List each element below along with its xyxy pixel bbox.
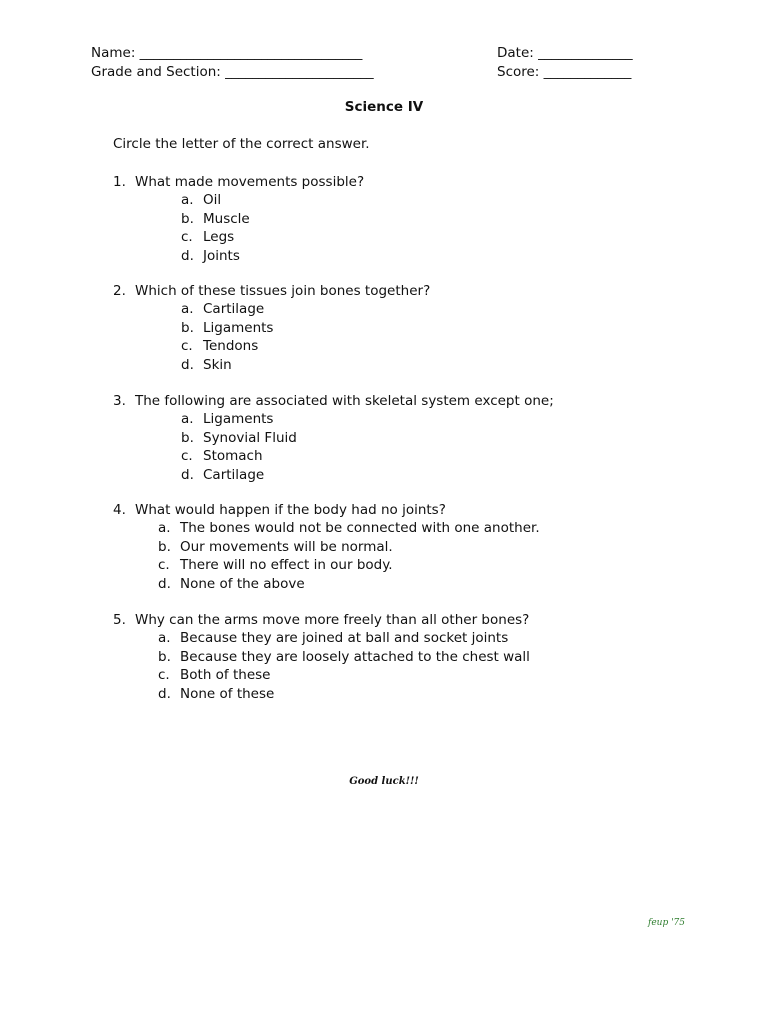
option-text: Because they are loosely attached to the chest wall	[180, 648, 530, 665]
option-letter: b.	[181, 429, 194, 446]
option-letter: c.	[158, 557, 170, 574]
question-line	[113, 392, 733, 410]
option-letter: b.	[158, 648, 171, 665]
question-block	[113, 173, 733, 265]
option-letter: a.	[158, 520, 171, 537]
option-letter: c.	[181, 338, 193, 355]
answer-option	[113, 447, 733, 465]
question-line	[113, 173, 733, 191]
question-number: 3.	[113, 393, 126, 409]
question-number: 5.	[113, 612, 126, 628]
question-text: What would happen if the body had no joints?	[135, 502, 446, 518]
answer-option	[113, 575, 733, 593]
answer-option	[113, 629, 733, 647]
option-text: Muscle	[203, 210, 250, 227]
answer-option	[113, 300, 733, 318]
answer-option	[113, 337, 733, 355]
option-text: There will no effect in our body.	[180, 557, 393, 574]
option-letter: b.	[181, 319, 194, 336]
instruction-text: Circle the letter of the correct answer.	[113, 136, 370, 152]
question-line	[113, 611, 733, 629]
question-block	[113, 611, 733, 703]
option-text: Our movements will be normal.	[180, 538, 393, 555]
answer-option	[113, 319, 733, 337]
answer-option	[113, 666, 733, 684]
answer-option	[113, 685, 733, 703]
option-letter: a.	[181, 192, 194, 209]
question-block	[113, 282, 733, 374]
option-text: Ligaments	[203, 319, 274, 336]
answer-option	[113, 556, 733, 574]
option-letter: d.	[181, 247, 194, 264]
option-text: Skin	[203, 356, 232, 373]
question-line	[113, 282, 733, 300]
option-text: Stomach	[203, 448, 263, 465]
score-field-line: Score: _____________	[497, 64, 632, 80]
answer-option	[113, 538, 733, 556]
option-text: Legs	[203, 229, 235, 246]
answer-option	[113, 247, 733, 265]
option-text: None of the above	[180, 575, 305, 592]
option-text: Oil	[203, 192, 222, 209]
question-line	[113, 501, 733, 519]
option-letter: b.	[181, 210, 194, 227]
question-text: What made movements possible?	[135, 174, 365, 190]
option-letter: d.	[181, 466, 194, 483]
option-letter: a.	[181, 301, 194, 318]
option-text: Tendons	[203, 338, 259, 355]
option-letter: d.	[158, 685, 171, 702]
option-text: Cartilage	[203, 466, 265, 483]
page-title: Science IV	[344, 99, 424, 115]
question-text: Which of these tissues join bones together?	[135, 283, 431, 299]
option-text: Synovial Fluid	[203, 429, 297, 446]
option-text: Ligaments	[203, 411, 274, 428]
answer-option	[113, 429, 733, 447]
author-signature: feup '75	[648, 918, 686, 928]
option-text: Joints	[203, 247, 240, 264]
option-letter: c.	[158, 667, 170, 684]
option-letter: c.	[181, 229, 193, 246]
answer-option	[113, 228, 733, 246]
question-number: 1.	[113, 174, 126, 190]
option-text: Because they are joined at ball and socket joints	[180, 630, 509, 647]
question-block	[113, 392, 733, 484]
date-field-line: Date: ______________	[497, 45, 633, 61]
option-letter: c.	[181, 448, 193, 465]
answer-option	[113, 410, 733, 428]
option-letter: a.	[181, 411, 194, 428]
option-letter: a.	[158, 630, 171, 647]
grade-section-field-line: Grade and Section: ______________________	[91, 64, 374, 80]
answer-option	[113, 191, 733, 209]
option-letter: d.	[181, 356, 194, 373]
answer-option	[113, 466, 733, 484]
closing-message: Good luck!!!	[349, 776, 419, 787]
question-text: Why can the arms move more freely than all other bones?	[135, 612, 530, 628]
answer-option	[113, 356, 733, 374]
option-text: Cartilage	[203, 301, 265, 318]
option-text: The bones would not be connected with one another.	[180, 520, 540, 537]
option-text: None of these	[180, 685, 275, 702]
answer-option	[113, 648, 733, 666]
option-letter: d.	[158, 575, 171, 592]
question-number: 4.	[113, 502, 126, 518]
answer-option	[113, 210, 733, 228]
option-text: Both of these	[180, 667, 271, 684]
question-number: 2.	[113, 283, 126, 299]
question-block	[113, 501, 733, 593]
option-letter: b.	[158, 538, 171, 555]
name-field-line: Name: _________________________________	[91, 45, 363, 61]
answer-option	[113, 519, 733, 537]
question-text: The following are associated with skeletal system except one;	[135, 393, 554, 409]
